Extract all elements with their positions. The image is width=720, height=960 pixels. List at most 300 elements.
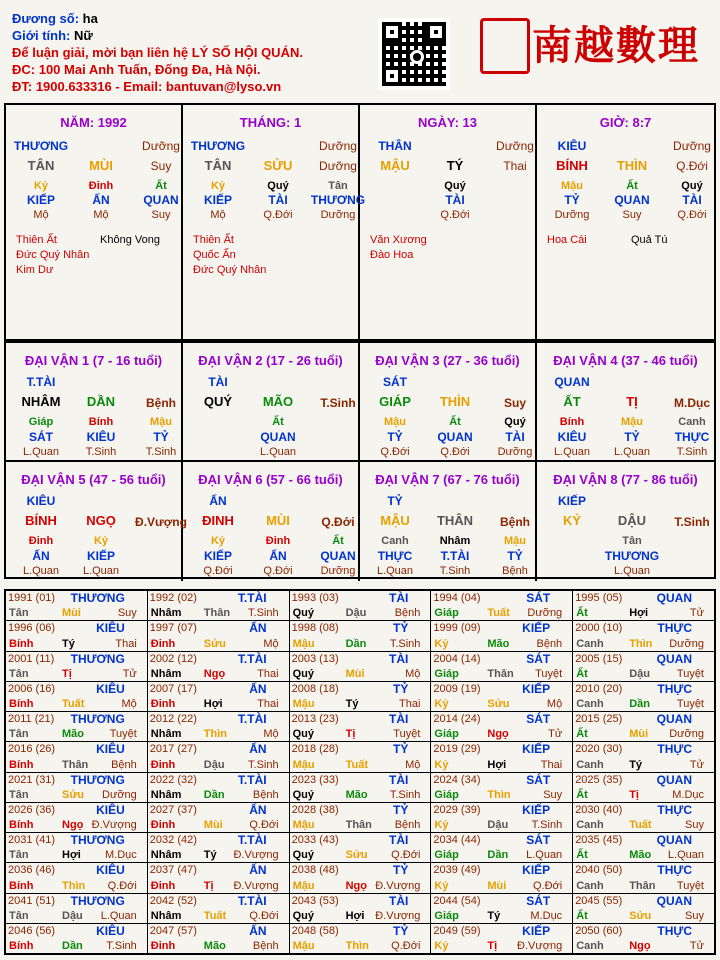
dai-van-star: KIÊU	[26, 494, 56, 508]
year-star: ẤN	[249, 802, 267, 817]
year-state: Tử	[689, 607, 704, 620]
hidden-stem: Tân	[622, 535, 642, 547]
dai-van-state: T.Sinh	[320, 396, 356, 410]
dai-van-star: SÁT	[383, 375, 407, 389]
year-branch: Dần	[203, 788, 225, 801]
hidden-star: TỶ	[507, 549, 523, 563]
year-label: 1992 (02)	[149, 592, 197, 604]
year-label: 1991 (01)	[8, 592, 56, 604]
year-branch: Tị	[203, 879, 214, 892]
hidden-star: QUAN	[143, 193, 179, 207]
year-state: Đ.Vượng	[375, 909, 421, 922]
hidden-stem: Quý	[681, 180, 703, 192]
year-stem: Giáp	[434, 667, 459, 680]
year-cell	[148, 652, 289, 681]
hidden-star: THƯƠNG	[310, 193, 366, 207]
hidden-star: QUAN	[437, 430, 473, 444]
year-state: Suy	[685, 819, 704, 831]
hidden-state: T.Sinh	[439, 565, 471, 577]
year-state: Tuyệt	[535, 667, 563, 680]
year-branch: Tị	[345, 728, 356, 741]
year-cell	[573, 773, 714, 802]
dai-van-stem: KỶ	[562, 513, 582, 528]
year-state: Bệnh	[536, 637, 563, 650]
year-star: TỶ	[393, 802, 409, 817]
year-label: 2030 (40)	[575, 803, 623, 816]
year-star: TÀI	[389, 591, 409, 605]
dai-van-cell	[183, 343, 360, 462]
year-state: Thai	[257, 698, 279, 710]
year-branch: Mão	[629, 849, 652, 862]
year-cell	[148, 863, 289, 892]
hidden-state: Q.Đới	[203, 565, 233, 577]
year-cell	[6, 712, 147, 741]
year-branch: Hợi	[203, 698, 223, 710]
hidden-star: TÀI	[505, 430, 525, 444]
year-star: KIẾP	[522, 802, 551, 817]
dai-van-star: ẤN	[209, 494, 227, 508]
year-label: 2024 (34)	[433, 773, 481, 786]
dai-van-cell	[537, 343, 714, 462]
year-stem: Đinh	[150, 879, 176, 892]
star-item: Hoa Cái	[547, 234, 587, 246]
stars-left	[547, 233, 587, 248]
year-label: 2047 (57)	[149, 924, 197, 937]
year-branch: Thân	[345, 819, 372, 831]
year-label: 2031 (41)	[8, 834, 56, 846]
hidden-state: Dưỡng	[554, 209, 590, 221]
year-branch: Tuất	[629, 819, 652, 831]
year-cell	[148, 682, 289, 711]
year-stem: Tân	[9, 788, 29, 801]
year-stem: Tân	[9, 909, 29, 922]
year-branch: Ngọ	[345, 879, 367, 892]
year-star: KIÊU	[96, 802, 125, 817]
dai-van-cell	[183, 462, 360, 581]
dai-van-branch: THÂN	[436, 513, 474, 528]
year-stem: Giáp	[434, 788, 459, 801]
year-cell	[6, 652, 147, 681]
year-branch: Thân	[203, 607, 231, 620]
pillar-branch: MÙI	[89, 158, 113, 173]
year-label: 1994 (04)	[433, 592, 481, 604]
year-branch: Mùi	[203, 819, 223, 831]
year-cell	[290, 833, 431, 862]
hidden-stem: Tân	[328, 180, 348, 192]
year-branch: Hợi	[62, 849, 81, 862]
address: ĐC: 100 Mai Anh Tuấn, Đống Đa, Hà Nội.	[12, 62, 261, 77]
year-stem: Nhâm	[150, 728, 182, 741]
hidden-stem: Canh	[678, 416, 706, 428]
year-star: QUAN	[656, 591, 692, 605]
year-branch: Tị	[487, 940, 498, 952]
year-branch: Mùi	[62, 607, 81, 620]
year-label: 2016 (26)	[8, 743, 56, 756]
year-branch: Thìn	[487, 788, 511, 801]
year-stem: Ất	[576, 607, 588, 620]
year-label: 2004 (14)	[433, 652, 481, 665]
year-branch: Dậu	[629, 667, 650, 680]
year-state: Dưỡng	[102, 788, 137, 801]
year-label: 2042 (52)	[149, 894, 197, 907]
header-info	[12, 10, 303, 95]
year-state: T.Sinh	[248, 607, 279, 620]
pillar-top-state: Dưỡng	[142, 139, 180, 153]
pillars-grid	[4, 103, 716, 341]
year-stem: Ất	[576, 788, 588, 801]
hidden-state: Dưỡng	[497, 446, 533, 458]
year-branch: Thìn	[629, 637, 653, 650]
dai-van-state: Đ.Vượng	[135, 515, 187, 529]
hidden-stem: Mậu	[504, 535, 526, 547]
year-cell	[431, 621, 572, 650]
hidden-state: Suy	[151, 209, 171, 221]
year-stem: Ất	[576, 728, 588, 741]
hidden-star: KIẾP	[203, 193, 232, 207]
year-stem: Đinh	[150, 758, 176, 771]
hidden-stem: Ất	[155, 180, 167, 192]
year-state: Q.Đới	[391, 849, 421, 862]
year-label: 1993 (03)	[291, 592, 339, 604]
year-branch: Thìn	[345, 940, 369, 952]
year-state: Thai	[540, 758, 563, 771]
year-star: T.TÀI	[237, 772, 267, 787]
pillar-branch: THÌN	[616, 158, 648, 173]
dai-van-stem: QUÝ	[203, 394, 233, 409]
year-star: ẤN	[249, 863, 267, 878]
year-cell	[290, 652, 431, 681]
pillar-top-state: Dưỡng	[319, 139, 357, 153]
year-star: QUAN	[656, 772, 692, 787]
dai-van-stem: ẤT	[563, 394, 581, 409]
year-state: Dưỡng	[527, 607, 563, 620]
year-stem: Đinh	[150, 637, 176, 650]
year-label: 2013 (23)	[291, 713, 339, 725]
year-label: 1999 (09)	[433, 622, 481, 635]
year-cell	[573, 863, 714, 892]
hidden-stem: Kỷ	[33, 180, 49, 192]
year-state: Đ.Vượng	[233, 879, 279, 892]
year-branch: Ngọ	[629, 940, 651, 952]
year-cell	[148, 712, 289, 741]
hidden-state: Dưỡng	[320, 209, 356, 221]
year-branch: Thân	[629, 879, 656, 892]
year-stem: Nhâm	[150, 607, 182, 620]
star-item: Đức Quý Nhân	[193, 264, 267, 276]
year-label: 2043 (53)	[291, 894, 339, 907]
year-cell	[290, 682, 431, 711]
year-state: Bệnh	[394, 819, 421, 831]
year-stem: Bính	[9, 758, 34, 771]
year-label: 2007 (17)	[149, 682, 197, 695]
year-state: Tử	[548, 728, 563, 741]
year-stem: Bính	[9, 698, 34, 710]
hidden-state: Dưỡng	[320, 565, 356, 577]
hidden-state: Q.Đới	[677, 209, 707, 221]
contact-note: Để luận giải, mời bạn liên hệ LÝ SỐ HỘI QUÁN.	[12, 45, 303, 60]
hidden-stem: Quý	[444, 180, 466, 192]
year-state: T.Sinh	[389, 788, 421, 801]
hidden-state: L.Quan	[613, 565, 651, 577]
year-state: Bệnh	[252, 940, 279, 952]
years-table	[4, 589, 716, 955]
dai-van-stem: NHÂM	[21, 394, 61, 409]
year-label: 2049 (59)	[433, 924, 481, 937]
hidden-state: L.Quan	[22, 565, 60, 577]
hidden-state: Q.Đới	[440, 209, 470, 221]
hidden-star: THỰC	[377, 549, 413, 563]
dai-van-branch: THÌN	[439, 394, 471, 409]
hidden-stem: Ất	[332, 535, 344, 547]
year-label: 2002 (12)	[149, 652, 197, 665]
hidden-star: KIÊU	[557, 430, 587, 444]
year-label: 2034 (44)	[433, 834, 481, 846]
year-star: ẤN	[249, 681, 267, 696]
year-stem: Tân	[9, 849, 29, 862]
star-item: Đào Hoa	[370, 249, 414, 261]
hidden-star: TÀI	[268, 193, 288, 207]
year-star: T.TÀI	[237, 712, 267, 726]
year-state: Đ.Vượng	[233, 849, 279, 862]
hidden-star: TỶ	[564, 193, 580, 207]
pillar-column	[183, 105, 366, 339]
year-cell	[290, 712, 431, 741]
owner-label: Đương số:	[12, 11, 80, 26]
hidden-stem: Bính	[559, 416, 585, 428]
year-stem: Bính	[9, 879, 34, 892]
pillar-title: GIỜ: 8:7	[599, 115, 652, 130]
hidden-stem: Mậu	[561, 180, 583, 192]
year-stem: Quý	[292, 607, 314, 620]
hidden-star: KIẾP	[26, 193, 55, 207]
pillar-column	[537, 105, 714, 339]
hidden-stem: Kỷ	[210, 535, 226, 547]
year-state: Thai	[257, 667, 279, 680]
pillar-stem: TÂN	[27, 158, 55, 173]
year-star: THƯƠNG	[70, 772, 125, 787]
year-stem: Tân	[9, 728, 29, 741]
year-state: Tuyệt	[676, 667, 704, 680]
year-label: 2038 (48)	[291, 864, 339, 877]
dai-van-branch: DẦN	[86, 394, 116, 409]
year-stem: Canh	[576, 758, 604, 771]
year-star: TỶ	[393, 621, 409, 636]
hidden-star: QUAN	[614, 193, 650, 207]
hidden-state: Q.Đới	[380, 446, 410, 458]
year-branch: Tý	[345, 698, 359, 710]
year-stem: Giáp	[434, 728, 459, 741]
year-label: 2009 (19)	[433, 682, 481, 695]
hidden-stem: Đinh	[28, 535, 54, 547]
year-label: 2003 (13)	[291, 652, 339, 665]
year-cell	[6, 591, 147, 620]
year-star: QUAN	[656, 712, 692, 726]
year-state: T.Sinh	[531, 819, 563, 831]
year-cell	[290, 742, 431, 771]
year-stem: Mậu	[292, 637, 315, 650]
year-cell	[148, 621, 289, 650]
year-stem: Canh	[576, 879, 604, 892]
year-star: ẤN	[249, 742, 267, 757]
year-branch: Tị	[629, 788, 639, 801]
year-stem: Ất	[576, 909, 588, 922]
year-cell	[431, 894, 572, 923]
year-stem: Canh	[576, 940, 604, 952]
hidden-star: TÀI	[445, 193, 465, 207]
year-state: Đ.Vượng	[375, 879, 421, 892]
year-cell	[290, 621, 431, 650]
year-state: Q.Đới	[249, 819, 279, 831]
year-state: Q.Đới	[532, 879, 563, 892]
year-stem: Mậu	[292, 879, 315, 892]
year-stem: Kỷ	[434, 637, 449, 650]
year-cell	[573, 591, 714, 620]
year-star: THỰC	[657, 742, 692, 757]
star-item: Thiên Ất	[16, 234, 57, 246]
dai-van-branch: NGỌ	[86, 513, 116, 528]
year-label: 2025 (35)	[575, 773, 623, 786]
year-state: Mộ	[121, 698, 137, 710]
year-branch: Mão	[345, 788, 368, 801]
year-state: M.Dục	[105, 849, 137, 862]
year-state: Dưỡng	[669, 637, 704, 650]
pillar-branch-state: Dưỡng	[319, 159, 357, 173]
year-label: 2044 (54)	[433, 894, 481, 907]
year-star: THƯƠNG	[70, 833, 125, 847]
year-star: QUAN	[656, 893, 692, 908]
year-label: 2008 (18)	[291, 682, 339, 695]
year-cell	[6, 803, 147, 832]
year-star: T.TÀI	[237, 591, 267, 605]
stars-right	[631, 233, 668, 248]
year-stem: Mậu	[292, 940, 315, 952]
year-star: KIẾP	[522, 742, 551, 757]
year-stem: Canh	[576, 637, 604, 650]
year-label: 2050 (60)	[575, 924, 623, 937]
year-stem: Đinh	[150, 819, 176, 831]
year-stem: Đinh	[150, 940, 176, 952]
year-cell	[6, 773, 147, 802]
year-branch: Dần	[487, 849, 509, 862]
year-label: 2021 (31)	[8, 773, 56, 786]
year-branch: Sửu	[62, 788, 85, 801]
pillar-branch-state: Q.Đới	[676, 159, 708, 173]
year-label: 1998 (08)	[291, 622, 339, 635]
year-state: Q.Đới	[249, 909, 279, 922]
hidden-star: ẤN	[92, 193, 110, 207]
year-branch: Ngọ	[487, 728, 509, 741]
dai-van-branch: MÃO	[262, 394, 294, 409]
year-state: Q.Đới	[391, 940, 421, 952]
year-label: 2048 (58)	[291, 924, 339, 937]
year-cell	[573, 621, 714, 650]
seal-stamp-icon	[480, 18, 530, 74]
phone-email[interactable]: ĐT: 1900.633316 - Email: bantuvan@lyso.vn	[12, 79, 282, 94]
year-star: TÀI	[389, 712, 409, 726]
year-state: L.Quan	[526, 849, 563, 862]
year-label: 2005 (15)	[575, 652, 623, 665]
year-label: 2029 (39)	[433, 803, 481, 816]
year-stem: Đinh	[150, 698, 176, 710]
hidden-state: Mộ	[33, 209, 49, 221]
year-stem: Mậu	[292, 698, 315, 710]
year-state: Đ.Vượng	[517, 940, 563, 952]
year-state: Bệnh	[394, 607, 421, 620]
dai-van-star: QUAN	[554, 375, 590, 389]
year-branch: Tuất	[487, 607, 510, 620]
year-star: KIÊU	[96, 923, 125, 938]
hidden-star: ẤN	[269, 549, 287, 563]
year-stem: Ất	[576, 849, 588, 862]
year-star: ẤN	[249, 923, 267, 938]
year-stem: Quý	[292, 788, 314, 801]
year-branch: Hợi	[487, 758, 507, 771]
hidden-stem: Kỷ	[210, 180, 226, 192]
year-cell	[431, 712, 572, 741]
year-star: SÁT	[526, 833, 551, 847]
year-stem: Mậu	[292, 819, 315, 831]
hidden-state: Q.Đới	[440, 446, 470, 458]
year-cell	[290, 924, 431, 953]
year-star: TÀI	[389, 833, 409, 847]
year-state: Suy	[117, 607, 137, 620]
year-cell	[148, 833, 289, 862]
year-label: 2036 (46)	[8, 864, 56, 877]
year-stem: Tân	[9, 667, 29, 680]
hidden-star: ẤN	[32, 549, 50, 563]
year-state: Suy	[685, 909, 704, 922]
year-stem: Quý	[292, 728, 314, 741]
qr-code-icon	[378, 18, 450, 90]
year-label: 2014 (24)	[433, 713, 481, 725]
year-state: M.Dục	[672, 788, 704, 801]
year-stem: Canh	[576, 698, 604, 710]
year-branch: Dậu	[203, 758, 225, 771]
year-cell	[573, 652, 714, 681]
year-cell	[290, 803, 431, 832]
hidden-star: KIẾP	[203, 549, 232, 563]
year-stem: Kỷ	[434, 819, 449, 831]
year-label: 2041 (51)	[8, 894, 56, 907]
year-state: Mộ	[263, 728, 279, 741]
star-item: Kim Dư	[16, 264, 54, 276]
dai-van-branch: MÙI	[266, 513, 290, 528]
year-cell	[573, 833, 714, 862]
year-state: Mộ	[546, 698, 563, 710]
star-item: Không Vong	[100, 234, 160, 246]
stars-left	[16, 233, 89, 278]
pillar-branch: TÝ	[446, 158, 464, 173]
year-cell	[148, 773, 289, 802]
year-stem: Canh	[576, 819, 604, 831]
year-branch: Sửu	[487, 698, 510, 710]
year-stem: Kỷ	[434, 879, 449, 892]
year-star: ẤN	[249, 621, 267, 636]
year-label: 2015 (25)	[575, 713, 623, 725]
hidden-state: L.Quan	[82, 565, 120, 577]
dai-van-title: ĐẠI VẬN 7 (67 - 76 tuổi)	[375, 472, 520, 487]
year-cell	[148, 803, 289, 832]
year-cell	[148, 742, 289, 771]
hidden-stem: Canh	[381, 535, 409, 547]
hidden-stem: Quý	[267, 180, 289, 192]
year-label: 1996 (06)	[8, 622, 56, 635]
year-branch: Dần	[62, 940, 83, 952]
year-cell	[6, 924, 147, 953]
year-cell	[6, 621, 147, 650]
year-cell	[431, 924, 572, 953]
year-cell	[6, 742, 147, 771]
